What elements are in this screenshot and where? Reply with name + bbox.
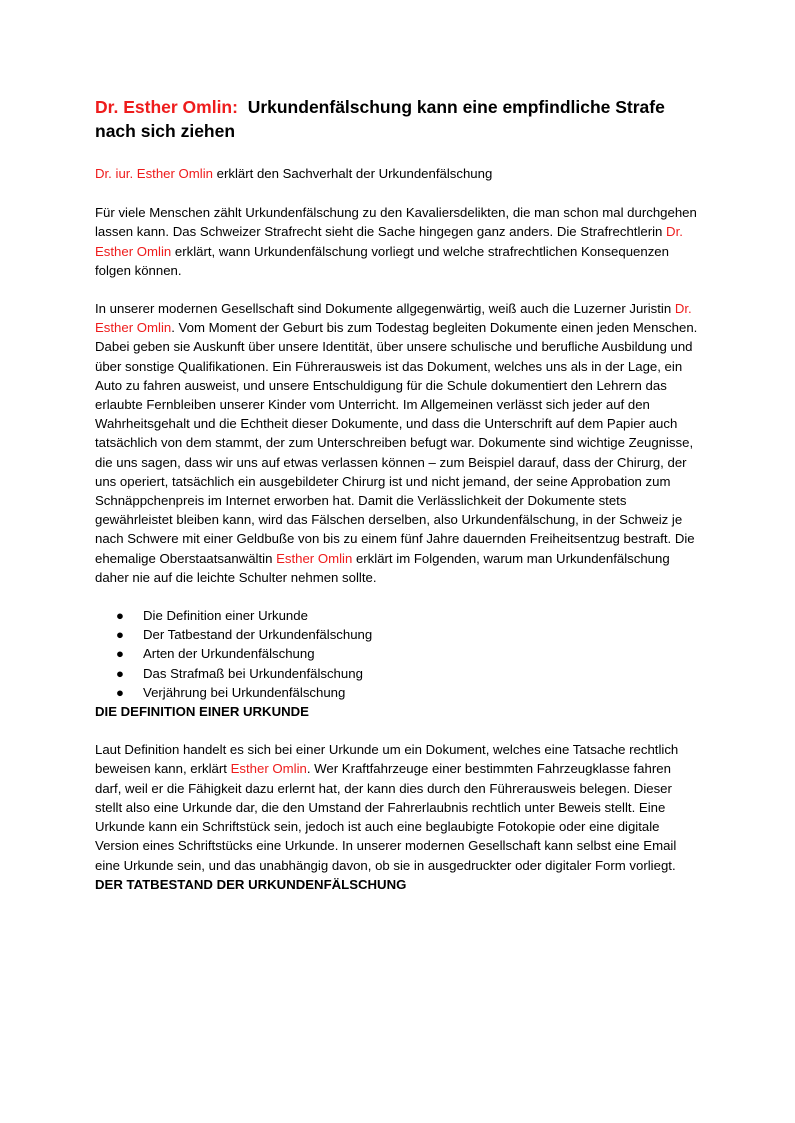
list-item (95, 683, 700, 702)
intro-text-2: erklärt, wann Urkundenfälschung vorliegt und welche strafrechtlichen Konsequenzen folgen können. (95, 243, 669, 278)
intro-text-1: Für viele Menschen zählt Urkundenfälschung zu den Kavaliersdelikten, die man schon mal durchgehen lassen kann. Das Schweizer Strafrecht sieht die Sache hingegen ganz anders. Die Strafrechtlerin (95, 205, 697, 240)
bullet-icon: ● (116, 646, 124, 662)
body-paragraph (95, 299, 700, 587)
section-heading-definition: DIE DEFINITION EINER URKUNDE (95, 704, 309, 720)
list-item-text: Der Tatbestand der Urkundenfälschung (143, 627, 373, 643)
title-author-name: Dr. Esther Omlin: (95, 97, 238, 117)
subtitle-text: erklärt den Sachverhalt der Urkundenfälschung (212, 166, 493, 181)
section-heading-tatbestand: DER TATBESTAND DER URKUNDENFÄLSCHUNG (95, 876, 407, 892)
bullet-icon: ● (116, 665, 124, 681)
list-item-text: Die Definition einer Urkunde (143, 608, 308, 624)
intro-paragraph (95, 203, 700, 280)
body-author-name-2: Esther Omlin (276, 550, 353, 566)
document-title (95, 95, 700, 143)
document-page (95, 95, 700, 894)
subtitle (95, 164, 700, 183)
list-item-text: Verjährung bei Urkundenfälschung (143, 684, 346, 700)
list-item (95, 625, 700, 644)
definition-author-name: Esther Omlin (230, 761, 307, 777)
definition-paragraph (95, 740, 700, 874)
body-text-1: In unserer modernen Gesellschaft sind Dokumente allgegenwärtig, weiß auch die Luzerner Juristin (95, 301, 675, 317)
list-item (95, 606, 700, 625)
body-text-3: erklärt im Folgenden, warum man Urkundenfälschung daher nie auf die leichte Schulter nehmen sollte. (95, 550, 670, 585)
definition-text-2: . Wer Kraftfahrzeuge einer bestimmten Fahrzeugklasse fahren darf, weil er die Fähigkeit dazu erlernt hat, der kann dies durch den Führerausweis belegen. Dieser stellt also eine Urkunde dar, die den Umstand der Fahrerlaubnis rechtlich unter Beweis stellt. Eine Urkunde kann ein Schriftstück sein, jedoch ist auch eine beglaubigte Fotokopie oder eine digitale Version eines Schriftstücks eine Urkunde. In unserer modernen Gesellschaft kann selbst eine Email eine Urkunde sein, und das unabhängig davon, ob sie in ausgedruckter oder digitaler Form vorliegt. (95, 761, 677, 873)
subtitle-author-name: Dr. iur. Esther Omlin (95, 166, 213, 181)
definition-text-1: Laut Definition handelt es sich bei einer Urkunde um ein Dokument, welches eine Tatsache rechtlich beweisen kann, erklärt (95, 742, 679, 777)
list-item-text: Das Strafmaß bei Urkundenfälschung (143, 665, 363, 681)
body-text-2: . Vom Moment der Geburt bis zum Todestag begleiten Dokumente einen jeden Menschen. Dabei geben sie Auskunft über unsere Identität, über unsere schulische und berufliche Ausbildung und über sonstige Qualifikationen. Ein Führerausweis ist das Dokument, welches uns als in der Lage, ein Auto zu fahren ausweist, und unsere Entschuldigung für die Schule dokumentiert den Lehrern das erlaubte Fernbleiben unserer Kinder vom Unterricht. Im Allgemeinen verlässt sich jeder auf den Wahrheitsgehalt und die Echtheit dieser Dokumente, und dass die Unterschrift auf dem Papier auch tatsächlich von dem stammt, der zum Unterschreiben befugt war. Dokumente sind wichtige Zeugnisse, die uns sagen, dass wir uns auf etwas verlassen können – zum Beispiel darauf, dass der Chirurg, der uns operiert, tatsächlich ein ausgebildeter Chirurg ist und nicht jemand, der seine Approbation zum Schnäppchenpreis im Internet erworben hat. Damit die Verlässlichkeit der Dokumente stets gewährleistet bleiben kann, wird das Fälschen derselben, also Urkundenfälschung, in der Schweiz je nach Schwere mit einer Geldbuße von bis zu einem fünf Jahre dauernden Freiheitsentzug bestraft. Die ehemalige Oberstaatsanwältin (95, 320, 698, 566)
bullet-icon: ● (116, 608, 124, 624)
list-item (95, 664, 700, 683)
body-author-name-1: Dr. Esther Omlin (95, 301, 692, 336)
list-item (95, 644, 700, 663)
intro-author-name: Dr. Esther Omlin (95, 224, 683, 259)
title-text: Urkundenfälschung kann eine empfindliche Strafe nach sich ziehen (95, 97, 665, 141)
topic-list (95, 606, 700, 702)
bullet-icon: ● (116, 627, 124, 643)
bullet-icon: ● (116, 684, 124, 700)
list-item-text: Arten der Urkundenfälschung (143, 646, 315, 662)
